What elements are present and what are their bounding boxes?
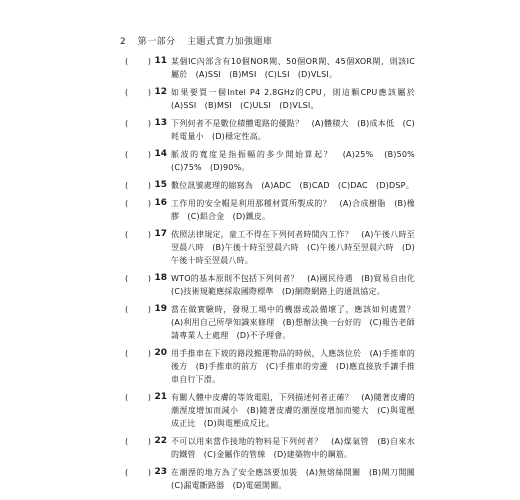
question-text: 工作用的安全帽是利用那種材質所製成的？ (A)合成樹脂 (B)橡膠 (C)鋁合金 (D)鐵皮。 xyxy=(171,199,415,221)
question-number: 19 xyxy=(154,304,167,314)
question-number: 16 xyxy=(154,198,167,208)
page-number: 2 xyxy=(120,37,127,47)
question-text: 某個IC內部含有10個NOR閘、50個OR閘、45個XOR閘，則該IC屬於 (A)SSI (B)MSI (C)LSI (D)VLSI。 xyxy=(171,57,415,79)
question-item xyxy=(125,466,424,492)
answer-blank: ( ) xyxy=(125,150,151,159)
answer-blank: ( ) xyxy=(125,119,151,128)
question-item xyxy=(125,117,415,143)
question-text: 下列何者不是數位積體電路的優點？ (A)體積大 (B)成本低 (C)耗電量小 (D)穩定性高。 xyxy=(171,119,415,141)
question-number: 21 xyxy=(154,392,167,402)
question-text: 脈波的寬度是指振幅的多少開始算起？ (A)25% (B)50% (C)75% (D)90%。 xyxy=(171,150,424,172)
answer-blank: ( ) xyxy=(125,199,151,208)
question-number: 22 xyxy=(154,436,167,446)
question-item xyxy=(125,86,415,112)
question-item xyxy=(125,347,415,386)
part-label: 第一部分 xyxy=(137,37,176,47)
question-item xyxy=(125,55,415,81)
question-item xyxy=(125,303,424,342)
question-number: 23 xyxy=(154,467,167,477)
question-item xyxy=(125,148,424,174)
question-number: 12 xyxy=(154,87,167,97)
answer-blank: ( ) xyxy=(125,468,151,477)
question-text: 用手推車在下坡的路段搬運物品的時候，人應該位於 (A)手推車的後方 (B)手推車的前方 (C)手推車的旁邊 (D)應直接放手讓手推車自行下滑。 xyxy=(171,349,415,384)
answer-blank: ( ) xyxy=(125,393,151,402)
question-number: 17 xyxy=(154,229,167,239)
answer-blank: ( ) xyxy=(125,437,151,446)
question-number: 18 xyxy=(154,273,167,283)
question-text: 如果要買一個Intel P4 2.8GHz的CPU，則這顆CPU應該屬於(A)SSI (B)MSI (C)ULSI (D)VLSI。 xyxy=(171,88,415,110)
question-number: 15 xyxy=(154,180,167,190)
question-text: 不可以用來當作接地的物料是下列何者？ (A)煤氣管 (B)自來水的鐵管 (C)金屬作的管線 (D)建築物中的鋼筋。 xyxy=(171,437,415,459)
question-item xyxy=(125,391,415,430)
question-number: 13 xyxy=(154,118,167,128)
question-number: 14 xyxy=(154,149,167,159)
answer-blank: ( ) xyxy=(125,349,151,358)
answer-blank: ( ) xyxy=(125,88,151,97)
question-list xyxy=(125,55,424,497)
answer-blank: ( ) xyxy=(125,305,151,314)
question-item xyxy=(125,197,415,223)
question-text: 在潮溼的地方為了安全應該要加裝 (A)無熔絲開關 (B)閘刀開關 (C)漏電斷路器 (D)電磁開關。 xyxy=(171,468,424,490)
question-text: 有關人體中皮膚的等效電阻，下列描述何者正確？ (A)隨著皮膚的潮溼度增加而減小 (B)隨著皮膚的潮溼度增加而變大 (C)與電壓成正比 (D)與電壓成反比。 xyxy=(171,393,415,428)
question-item xyxy=(125,435,415,461)
question-text: WTO的基本原則不包括下列何者？ (A)國民待遇 (B)貿易自由化 (C)技術規範應採取國際標準 (D)網際網路上的通訊協定。 xyxy=(171,274,424,296)
question-text: 依照法律規定，童工不得在下列何者時間內工作？ (A)午後八時至翌晨八時 (B)午後十時至翌晨六時 (C)午後八時至翌晨六時 (D)午後十時至翌晨八時。 xyxy=(171,230,415,265)
question-number: 11 xyxy=(154,56,167,66)
answer-blank: ( ) xyxy=(125,230,151,239)
question-text: 當在做實驗時，發現工場中的機器或設備壞了，應該如何處置？ (A)利用自己所學知識來修理 (B)想辦法換一台好的 (C)報告老師請專業人士處理 (D)不予理會。 xyxy=(171,305,424,340)
question-item xyxy=(125,228,415,267)
question-number: 20 xyxy=(154,348,167,358)
question-text: 數位訊號處理的縮寫為 (A)ADC (B)CAD (C)DAC (D)DSP。 xyxy=(171,181,414,190)
answer-blank: ( ) xyxy=(125,57,151,66)
question-item xyxy=(125,179,415,192)
page-header xyxy=(120,34,273,47)
answer-blank: ( ) xyxy=(125,181,151,190)
section-title: 主題式實力加強題庫 xyxy=(187,37,273,47)
question-item xyxy=(125,272,424,298)
answer-blank: ( ) xyxy=(125,274,151,283)
